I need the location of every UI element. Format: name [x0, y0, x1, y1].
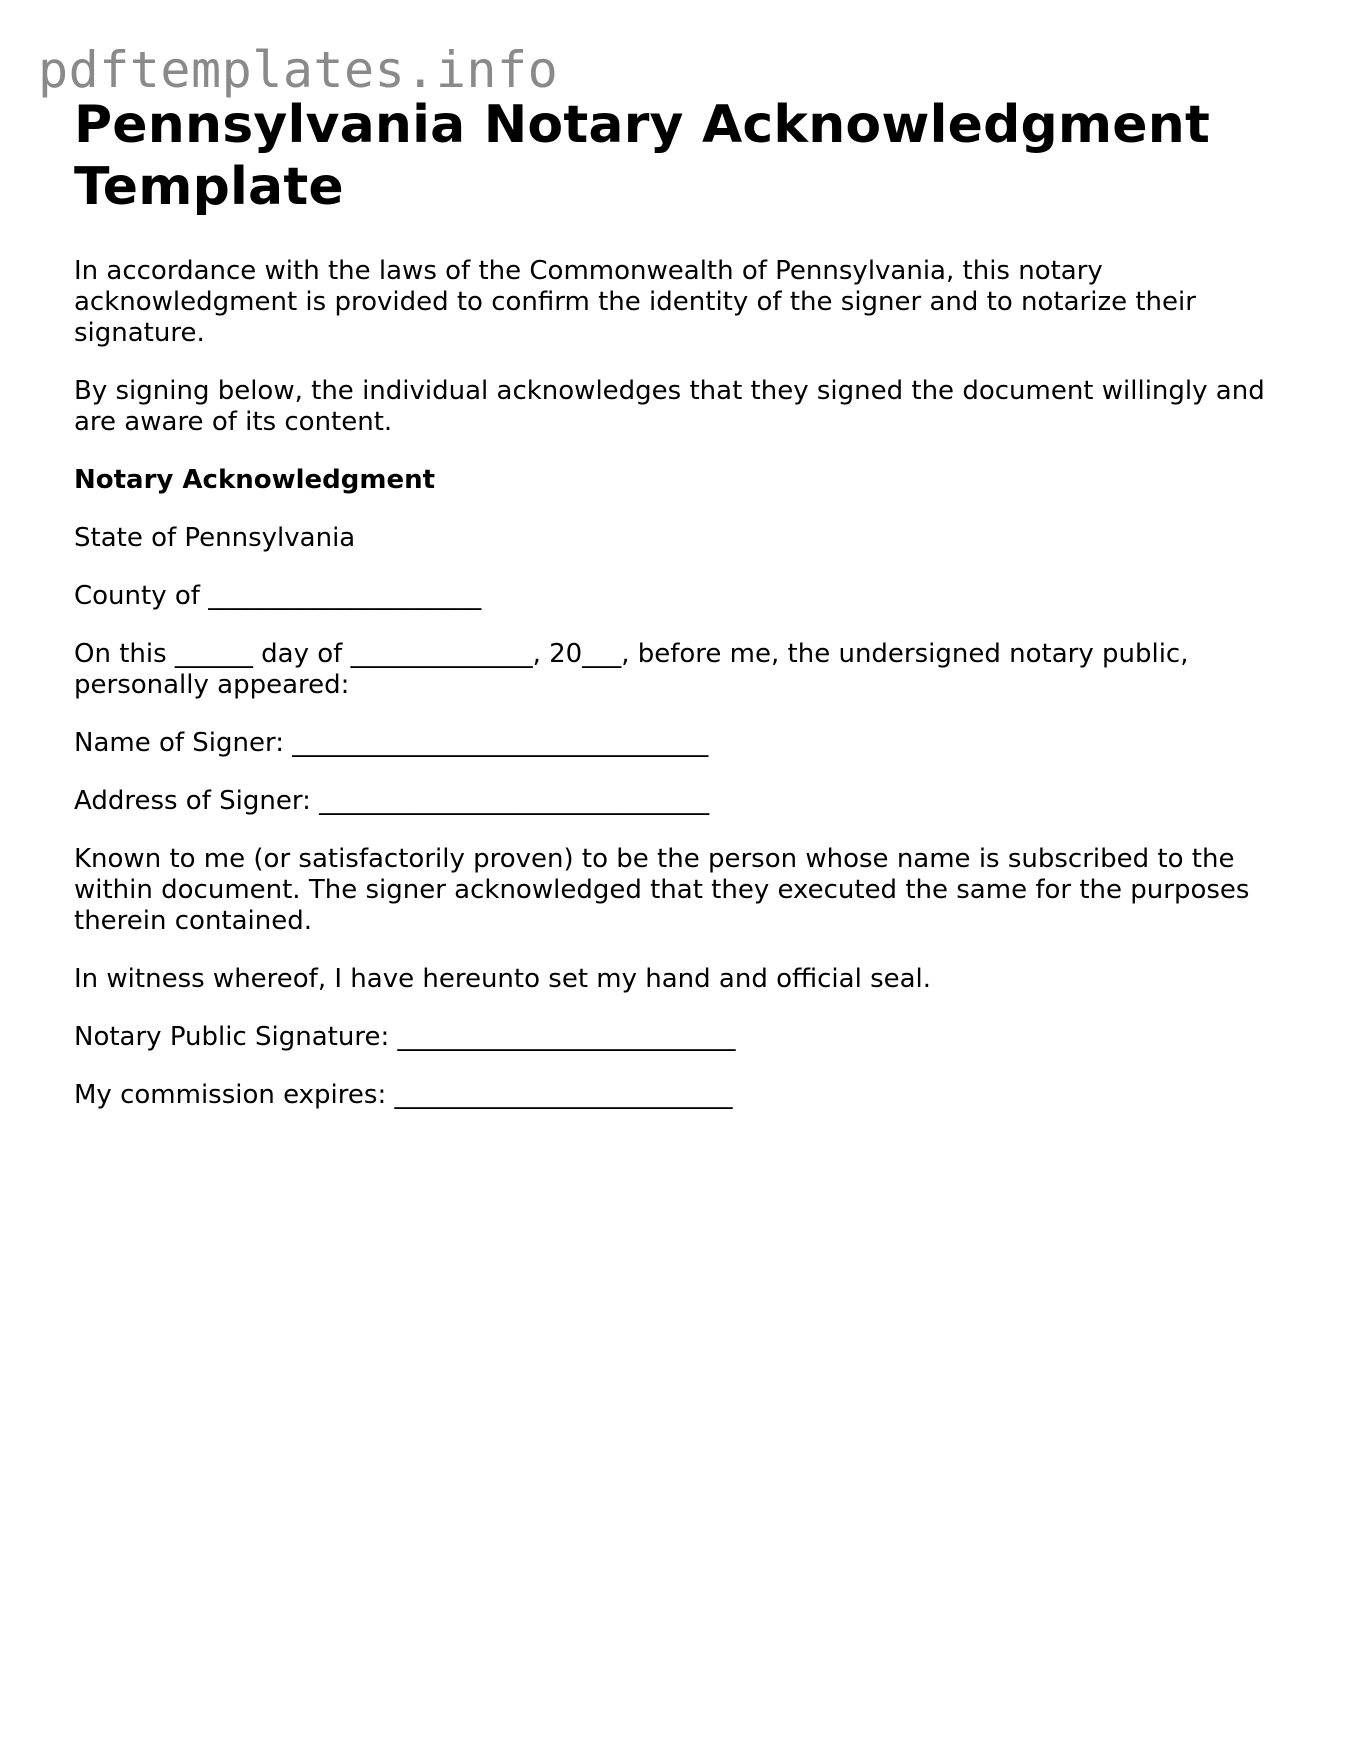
state-line: State of Pennsylvania: [74, 523, 356, 553]
document-title: Pennsylvania Notary Acknowledgment Template: [74, 95, 1211, 217]
known-statement: Known to me (or satisfactorily proven) to be the person whose name is subscribed to the within document. The signer acknowledged that they executed the same for the purposes therein contained.: [74, 844, 1250, 936]
commission-expiry-field: My commission expires: __________________________: [74, 1080, 733, 1110]
date-field: On this ______ day of ______________, 20___, before me, the undersigned notary public, personally appeared:: [74, 639, 1189, 700]
signing-statement: By signing below, the individual acknowledges that they signed the document willingly and are aware of its content.: [74, 376, 1265, 437]
notary-signature-field: Notary Public Signature: __________________________: [74, 1022, 736, 1052]
signer-name-field: Name of Signer: ________________________________: [74, 728, 709, 758]
document-page: [74, 94, 1294, 1111]
signer-address-field: Address of Signer: ______________________________: [74, 786, 710, 816]
intro-paragraph: In accordance with the laws of the Commonwealth of Pennsylvania, this notary acknowledgment is provided to confirm the identity of the signer and to notarize their signature.: [74, 256, 1196, 348]
watermark: pdftemplates.info: [38, 41, 559, 99]
witness-statement: In witness whereof, I have hereunto set my hand and official seal.: [74, 964, 932, 994]
section-heading: Notary Acknowledgment: [74, 465, 436, 495]
county-field: County of _____________________: [74, 581, 482, 611]
